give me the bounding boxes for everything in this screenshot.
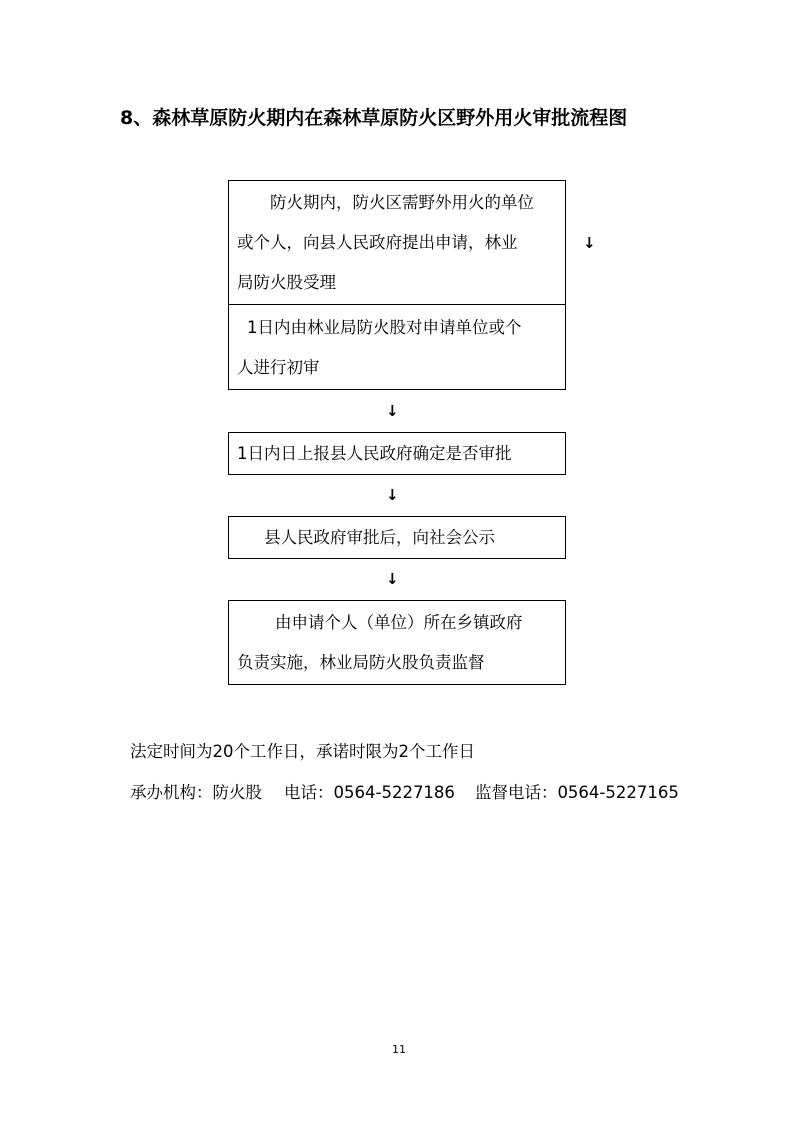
flow-step-text: 由申请个人（单位）所在乡镇政府 xyxy=(275,613,523,632)
flow-step-publicity xyxy=(228,516,566,559)
flow-step-text: 1日内由林业局防火股对申请单位或个 xyxy=(247,318,522,337)
flow-step-preliminary-review xyxy=(228,304,566,390)
flow-step-text: 防火期内，防火区需野外用火的单位 xyxy=(270,193,534,212)
page-title: 8、森林草原防火期内在森林草原防火区野外用火审批流程图 xyxy=(120,107,628,129)
flow-step-application xyxy=(228,180,566,305)
flow-step-text: 人进行初审 xyxy=(237,358,320,377)
phone-number: 电话：0564-5227186 xyxy=(284,783,455,802)
supervise-phone-number: 监督电话：0564-5227165 xyxy=(474,783,679,802)
flow-step-text: 负责实施，林业局防火股负责监督 xyxy=(237,653,485,672)
flow-step-text: 或个人，向县人民政府提出申请，林业 xyxy=(237,233,518,252)
flow-step-implementation xyxy=(228,600,566,685)
arrow-down-icon: ↓ xyxy=(386,486,399,504)
flow-step-report-county xyxy=(228,432,566,475)
flow-step-text: 局防火股受理 xyxy=(237,273,336,292)
arrow-down-icon: ↓ xyxy=(583,234,596,252)
arrow-down-icon: ↓ xyxy=(386,570,399,588)
time-limit-note: 法定时间为20个工作日，承诺时限为2个工作日 xyxy=(130,742,475,761)
agency-label: 承办机构：防火股 xyxy=(130,783,262,802)
flow-step-text: 1日内日上报县人民政府确定是否审批 xyxy=(237,444,512,463)
flow-step-text: 县人民政府审批后，向社会公示 xyxy=(264,528,495,547)
arrow-down-icon: ↓ xyxy=(386,402,399,420)
page-number: 11 xyxy=(392,1043,406,1056)
contact-info xyxy=(130,779,679,803)
